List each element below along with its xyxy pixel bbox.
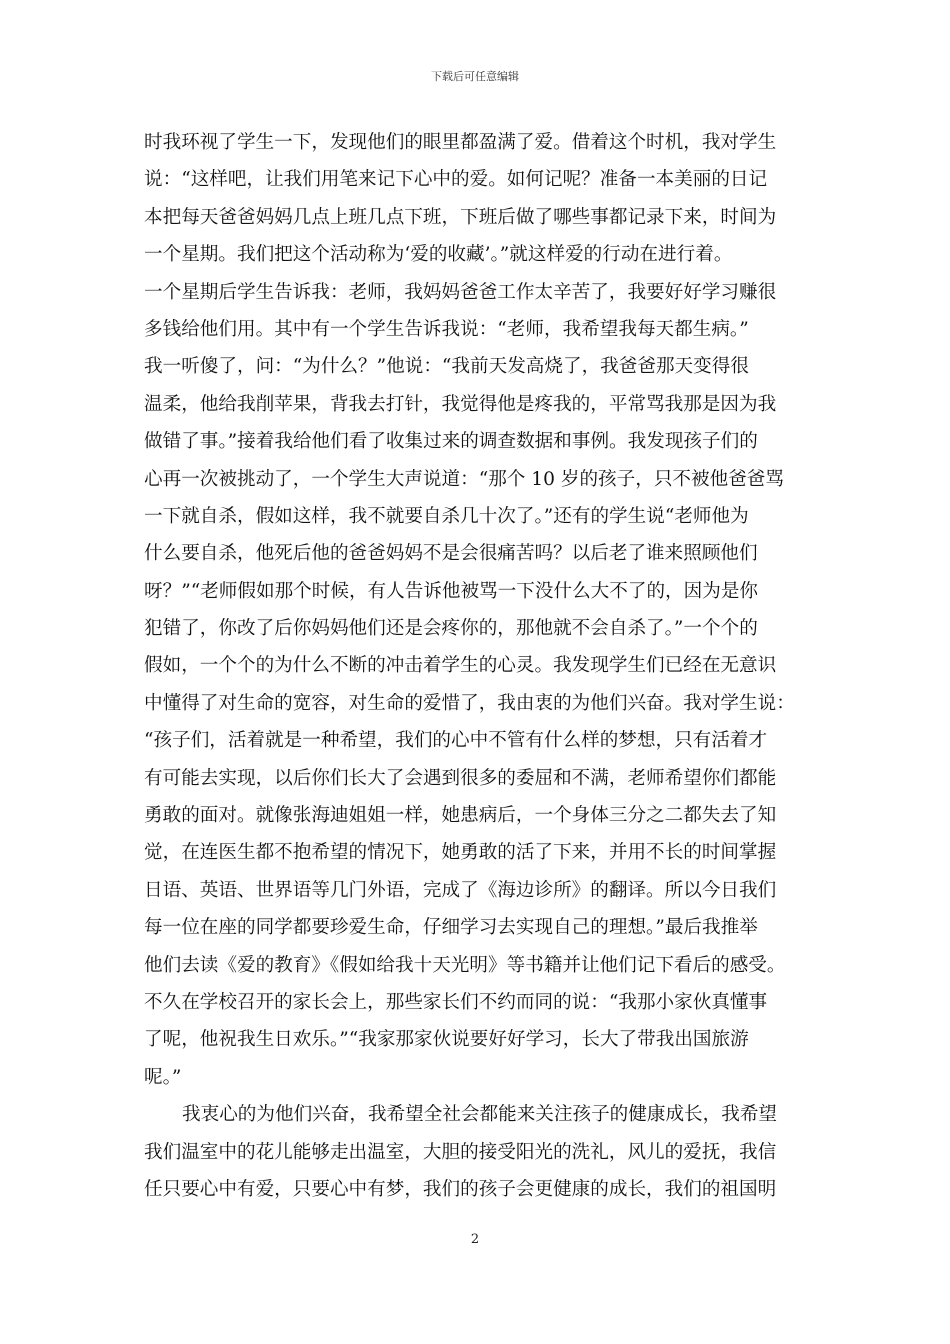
text-line: 勇敢的面对。就像张海迪姐姐一样，她患病后，一个身体三分之二都失去了知 — [144, 805, 777, 827]
text-line: 有可能去实现，以后你们长大了会遇到很多的委屈和不满，老师希望你们都能 — [144, 767, 777, 789]
text-line: 我们温室中的花儿能够走出温室，大胆的接受阳光的洗礼，风儿的爱抚，我信 — [144, 1141, 777, 1163]
text-line: 做错了事。”接着我给他们看了收集过来的调查数据和事例。我发现孩子们的 — [144, 431, 758, 453]
text-line: 什么要自杀，他死后他的爸爸妈妈不是会很痛苦吗？以后老了谁来照顾他们 — [144, 543, 758, 565]
text-line: 说：“这样吧，让我们用笔来记下心中的爱。如何记呢？准备一本美丽的日记 — [144, 169, 768, 191]
text-line: 任只要心中有爱，只要心中有梦，我们的孩子会更健康的成长，我们的祖国明 — [144, 1178, 777, 1200]
text-line: 呀？”“老师假如那个时候，有人告诉他被骂一下没什么大不了的，因为是你 — [144, 580, 759, 602]
paragraph-first-line: 我衷心的为他们兴奋，我希望全社会都能来关注孩子的健康成长，我希望 — [182, 1104, 778, 1126]
text-line: 心再一次被挑动了，一个学生大声说道：“那个 10 岁的孩子，只不被他爸爸骂 — [144, 468, 784, 490]
text-line: 一下就自杀，假如这样，我不就要自杀几十次了。”还有的学生说“老师他为 — [144, 505, 749, 527]
text-line: 假如，一个个的为什么不断的冲击着学生的心灵。我发现学生们已经在无意识 — [144, 655, 777, 677]
text-line: 犯错了，你改了后你妈妈他们还是会疼你的，那他就不会自杀了。”一个个的 — [144, 618, 758, 640]
text-line: 时我环视了学生一下，发现他们的眼里都盈满了爱。借着这个时机，我对学生 — [144, 132, 777, 153]
text-line: 中懂得了对生命的宽容，对生命的爱惜了，我由衷的为他们兴奋。我对学生说： — [144, 692, 795, 714]
text-line: 不久在学校召开的家长会上，那些家长们不约而同的说：“我那小家伙真懂事 — [144, 991, 768, 1013]
text-line: 觉，在连医生都不抱希望的情况下，她勇敢的活了下来，并用不长的时间掌握 — [144, 842, 777, 864]
text-line: 他们去读《爱的教育》《假如给我十天光明》等书籍并让他们记下看后的感受。 — [144, 954, 786, 976]
text-line: 一个星期后学生告诉我：老师，我妈妈爸爸工作太辛苦了，我要好好学习赚很 — [144, 281, 777, 303]
text-line: 本把每天爸爸妈妈几点上班几点下班，下班后做了哪些事都记录下来，时间为 — [144, 206, 777, 228]
page-header: 下载后可任意编辑 — [431, 70, 519, 83]
text-line: 呢。” — [144, 1066, 182, 1088]
text-line: 我一听傻了，问：“为什么？”他说：“我前天发高烧了，我爸爸那天变得很 — [144, 356, 749, 378]
page-number: 2 — [470, 1232, 480, 1247]
text-line: 多钱给他们用。其中有一个学生告诉我说：“老师，我希望我每天都生病。” — [144, 318, 749, 340]
text-line: 温柔，他给我削苹果，背我去打针，我觉得他是疼我的，平常骂我那是因为我 — [144, 393, 777, 415]
text-line: 了呢，他祝我生日欢乐。”“我家那家伙说要好好学习，长大了带我出国旅游 — [144, 1029, 749, 1051]
text-line: “孩子们，活着就是一种希望，我们的心中不管有什么样的梦想，只有活着才 — [144, 730, 768, 752]
document-body — [144, 124, 814, 1208]
text-line: 一个星期。我们把这个活动称为‘爱的收藏’。”就这样爱的行动在进行着。 — [144, 244, 733, 266]
text-line: 每一位在座的同学都要珍爱生命，仔细学习去实现自己的理想。”最后我推举 — [144, 917, 758, 939]
text-line: 日语、英语、世界语等几门外语，完成了《海边诊所》的翻译。所以今日我们 — [144, 879, 777, 901]
